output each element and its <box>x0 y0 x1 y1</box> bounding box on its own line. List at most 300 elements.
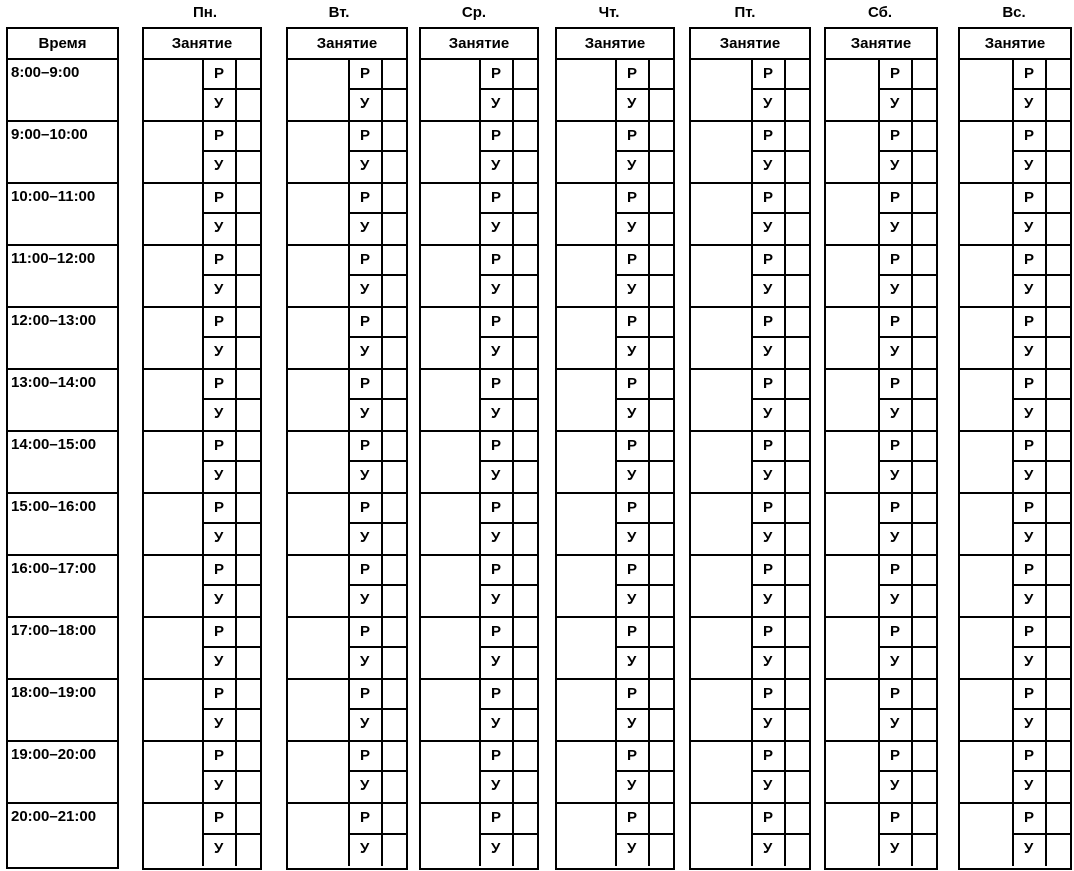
planned-checkbox[interactable] <box>650 432 673 460</box>
activity-entry-cell[interactable] <box>144 60 202 120</box>
done-checkbox[interactable] <box>1047 586 1070 616</box>
planned-checkbox[interactable] <box>786 184 809 212</box>
planned-checkbox[interactable] <box>514 618 537 646</box>
done-checkbox[interactable] <box>650 524 673 554</box>
done-checkbox[interactable] <box>1047 152 1070 182</box>
done-checkbox[interactable] <box>1047 214 1070 244</box>
planned-checkbox[interactable] <box>383 804 406 833</box>
planned-checkbox[interactable] <box>514 494 537 522</box>
schedule-slot <box>960 494 1070 556</box>
activity-entry-cell[interactable] <box>826 618 878 678</box>
activity-entry-cell[interactable] <box>144 184 202 244</box>
done-checkbox[interactable] <box>237 462 260 492</box>
planned-checkbox[interactable] <box>786 804 809 833</box>
done-checkbox[interactable] <box>383 400 406 430</box>
done-checkbox[interactable] <box>514 586 537 616</box>
activity-entry-cell[interactable] <box>691 494 751 554</box>
mark-label: Р <box>1014 680 1047 708</box>
activity-entry-cell[interactable] <box>421 370 479 430</box>
activity-entry-cell[interactable] <box>144 680 202 740</box>
done-checkbox[interactable] <box>237 586 260 616</box>
done-checkbox[interactable] <box>1047 338 1070 368</box>
done-checkbox[interactable] <box>786 772 809 802</box>
planned-checkbox[interactable] <box>650 494 673 522</box>
done-checkbox[interactable] <box>514 276 537 306</box>
done-checkbox[interactable] <box>237 152 260 182</box>
activity-entry-cell[interactable] <box>421 680 479 740</box>
done-checkbox[interactable] <box>383 90 406 120</box>
planned-checkbox[interactable] <box>913 60 936 88</box>
done-checkbox[interactable] <box>786 524 809 554</box>
activity-entry-cell[interactable] <box>288 308 348 368</box>
planned-checkbox[interactable] <box>913 308 936 336</box>
done-checkbox[interactable] <box>514 214 537 244</box>
planned-checkbox[interactable] <box>237 184 260 212</box>
activity-entry-cell[interactable] <box>144 742 202 802</box>
planned-checkbox[interactable] <box>786 680 809 708</box>
mark-label: Р <box>753 184 786 212</box>
planned-checkbox[interactable] <box>786 556 809 584</box>
activity-entry-cell[interactable] <box>691 246 751 306</box>
activity-entry-cell[interactable] <box>288 60 348 120</box>
planned-checkbox[interactable] <box>383 60 406 88</box>
planned-checkbox[interactable] <box>913 494 936 522</box>
planned-checkbox[interactable] <box>237 308 260 336</box>
mark-label: У <box>481 524 514 554</box>
done-checkbox[interactable] <box>650 648 673 678</box>
activity-entry-cell[interactable] <box>557 804 615 866</box>
planned-checkbox[interactable] <box>786 60 809 88</box>
done-checkbox[interactable] <box>237 524 260 554</box>
planned-checkbox[interactable] <box>913 556 936 584</box>
planned-checkbox[interactable] <box>786 370 809 398</box>
activity-entry-cell[interactable] <box>288 742 348 802</box>
activity-entry-cell[interactable] <box>960 60 1012 120</box>
done-checkbox[interactable] <box>913 772 936 802</box>
done-checkbox[interactable] <box>786 586 809 616</box>
activity-entry-cell[interactable] <box>288 432 348 492</box>
planned-checkbox[interactable] <box>650 680 673 708</box>
activity-entry-cell[interactable] <box>421 494 479 554</box>
done-checkbox[interactable] <box>913 90 936 120</box>
done-checkbox[interactable] <box>1047 524 1070 554</box>
done-checkbox[interactable] <box>786 400 809 430</box>
planned-checkbox[interactable] <box>237 804 260 833</box>
done-checkbox[interactable] <box>786 835 809 866</box>
planned-checkbox[interactable] <box>237 246 260 274</box>
activity-entry-cell[interactable] <box>826 122 878 182</box>
planned-mark-row <box>481 60 537 90</box>
activity-entry-cell[interactable] <box>288 246 348 306</box>
done-checkbox[interactable] <box>514 835 537 866</box>
activity-entry-cell[interactable] <box>960 184 1012 244</box>
activity-entry-cell[interactable] <box>144 122 202 182</box>
activity-entry-cell[interactable] <box>557 60 615 120</box>
activity-entry-cell[interactable] <box>960 804 1012 866</box>
activity-entry-cell[interactable] <box>960 680 1012 740</box>
activity-entry-cell[interactable] <box>421 742 479 802</box>
done-checkbox[interactable] <box>650 772 673 802</box>
planned-checkbox[interactable] <box>514 308 537 336</box>
done-checkbox[interactable] <box>383 338 406 368</box>
planned-checkbox[interactable] <box>237 494 260 522</box>
done-checkbox[interactable] <box>383 772 406 802</box>
done-checkbox[interactable] <box>514 524 537 554</box>
done-checkbox[interactable] <box>786 710 809 740</box>
activity-entry-cell[interactable] <box>826 680 878 740</box>
done-checkbox[interactable] <box>650 214 673 244</box>
planned-checkbox[interactable] <box>1047 556 1070 584</box>
planned-checkbox[interactable] <box>237 742 260 770</box>
status-marks <box>202 122 260 182</box>
planned-checkbox[interactable] <box>913 246 936 274</box>
planned-checkbox[interactable] <box>650 184 673 212</box>
done-checkbox[interactable] <box>237 835 260 866</box>
planned-checkbox[interactable] <box>913 370 936 398</box>
activity-entry-cell[interactable] <box>826 60 878 120</box>
planned-mark-row <box>617 742 673 772</box>
done-checkbox[interactable] <box>913 586 936 616</box>
done-checkbox[interactable] <box>383 214 406 244</box>
done-checkbox[interactable] <box>1047 90 1070 120</box>
planned-checkbox[interactable] <box>514 432 537 460</box>
planned-checkbox[interactable] <box>1047 680 1070 708</box>
planned-checkbox[interactable] <box>650 370 673 398</box>
activity-entry-cell[interactable] <box>557 246 615 306</box>
planned-checkbox[interactable] <box>237 122 260 150</box>
planned-checkbox[interactable] <box>1047 742 1070 770</box>
planned-checkbox[interactable] <box>1047 308 1070 336</box>
done-mark-row <box>880 710 936 740</box>
activity-entry-cell[interactable] <box>960 246 1012 306</box>
planned-checkbox[interactable] <box>786 494 809 522</box>
planned-checkbox[interactable] <box>383 246 406 274</box>
activity-entry-cell[interactable] <box>691 432 751 492</box>
activity-entry-cell[interactable] <box>421 246 479 306</box>
planned-checkbox[interactable] <box>383 742 406 770</box>
planned-checkbox[interactable] <box>383 494 406 522</box>
done-checkbox[interactable] <box>237 214 260 244</box>
planned-checkbox[interactable] <box>514 122 537 150</box>
activity-entry-cell[interactable] <box>691 618 751 678</box>
planned-checkbox[interactable] <box>786 432 809 460</box>
planned-checkbox[interactable] <box>650 556 673 584</box>
activity-entry-cell[interactable] <box>960 122 1012 182</box>
activity-entry-cell[interactable] <box>421 804 479 866</box>
activity-entry-cell[interactable] <box>144 618 202 678</box>
planned-checkbox[interactable] <box>913 742 936 770</box>
activity-entry-cell[interactable] <box>144 370 202 430</box>
activity-entry-cell[interactable] <box>960 618 1012 678</box>
schedule-slot <box>826 680 936 742</box>
planned-checkbox[interactable] <box>650 742 673 770</box>
planned-checkbox[interactable] <box>913 122 936 150</box>
activity-entry-cell[interactable] <box>826 370 878 430</box>
done-checkbox[interactable] <box>383 152 406 182</box>
time-slot-label: 19:00–20:00 <box>8 742 117 804</box>
done-checkbox[interactable] <box>913 400 936 430</box>
schedule-slot <box>288 432 406 494</box>
activity-entry-cell[interactable] <box>421 432 479 492</box>
planned-checkbox[interactable] <box>514 184 537 212</box>
activity-entry-cell[interactable] <box>691 184 751 244</box>
mark-label: У <box>753 710 786 740</box>
done-checkbox[interactable] <box>514 90 537 120</box>
activity-entry-cell[interactable] <box>421 122 479 182</box>
done-checkbox[interactable] <box>786 338 809 368</box>
planned-checkbox[interactable] <box>786 246 809 274</box>
done-checkbox[interactable] <box>514 772 537 802</box>
activity-entry-cell[interactable] <box>960 432 1012 492</box>
activity-entry-cell[interactable] <box>144 494 202 554</box>
activity-entry-cell[interactable] <box>421 184 479 244</box>
planned-checkbox[interactable] <box>1047 122 1070 150</box>
done-checkbox[interactable] <box>913 338 936 368</box>
done-checkbox[interactable] <box>383 462 406 492</box>
activity-entry-cell[interactable] <box>691 804 751 866</box>
activity-entry-cell[interactable] <box>691 370 751 430</box>
activity-entry-cell[interactable] <box>421 618 479 678</box>
done-checkbox[interactable] <box>650 462 673 492</box>
activity-entry-cell[interactable] <box>288 618 348 678</box>
activity-entry-cell[interactable] <box>557 370 615 430</box>
done-checkbox[interactable] <box>514 648 537 678</box>
activity-entry-cell[interactable] <box>557 556 615 616</box>
activity-entry-cell[interactable] <box>144 804 202 866</box>
planned-checkbox[interactable] <box>237 680 260 708</box>
planned-checkbox[interactable] <box>514 246 537 274</box>
planned-checkbox[interactable] <box>383 432 406 460</box>
planned-checkbox[interactable] <box>383 370 406 398</box>
done-checkbox[interactable] <box>237 400 260 430</box>
planned-checkbox[interactable] <box>514 60 537 88</box>
mark-label: Р <box>1014 370 1047 398</box>
planned-checkbox[interactable] <box>1047 246 1070 274</box>
activity-entry-cell[interactable] <box>826 742 878 802</box>
planned-checkbox[interactable] <box>514 556 537 584</box>
done-checkbox[interactable] <box>650 586 673 616</box>
done-checkbox[interactable] <box>650 400 673 430</box>
planned-checkbox[interactable] <box>913 618 936 646</box>
done-checkbox[interactable] <box>383 835 406 866</box>
activity-entry-cell[interactable] <box>557 742 615 802</box>
activity-entry-cell[interactable] <box>691 742 751 802</box>
planned-checkbox[interactable] <box>786 618 809 646</box>
activity-entry-cell[interactable] <box>144 432 202 492</box>
done-checkbox[interactable] <box>650 90 673 120</box>
done-checkbox[interactable] <box>913 462 936 492</box>
done-checkbox[interactable] <box>514 152 537 182</box>
planned-checkbox[interactable] <box>913 804 936 833</box>
mark-label: У <box>481 152 514 182</box>
activity-entry-cell[interactable] <box>288 370 348 430</box>
activity-entry-cell[interactable] <box>826 308 878 368</box>
planned-checkbox[interactable] <box>1047 60 1070 88</box>
planned-checkbox[interactable] <box>1047 432 1070 460</box>
planned-mark-row <box>481 680 537 710</box>
planned-checkbox[interactable] <box>913 680 936 708</box>
planned-checkbox[interactable] <box>383 680 406 708</box>
done-checkbox[interactable] <box>383 524 406 554</box>
planned-checkbox[interactable] <box>514 680 537 708</box>
activity-entry-cell[interactable] <box>288 804 348 866</box>
done-checkbox[interactable] <box>237 772 260 802</box>
activity-entry-cell[interactable] <box>691 308 751 368</box>
done-checkbox[interactable] <box>237 276 260 306</box>
status-marks <box>1012 370 1070 430</box>
done-checkbox[interactable] <box>1047 835 1070 866</box>
done-checkbox[interactable] <box>786 462 809 492</box>
activity-entry-cell[interactable] <box>960 556 1012 616</box>
planned-checkbox[interactable] <box>1047 618 1070 646</box>
planned-checkbox[interactable] <box>786 308 809 336</box>
done-checkbox[interactable] <box>786 152 809 182</box>
done-checkbox[interactable] <box>237 648 260 678</box>
activity-entry-cell[interactable] <box>826 804 878 866</box>
done-checkbox[interactable] <box>514 338 537 368</box>
activity-entry-cell[interactable] <box>960 308 1012 368</box>
planned-checkbox[interactable] <box>1047 184 1070 212</box>
activity-entry-cell[interactable] <box>691 556 751 616</box>
done-checkbox[interactable] <box>383 276 406 306</box>
activity-entry-cell[interactable] <box>826 432 878 492</box>
done-checkbox[interactable] <box>514 400 537 430</box>
planned-checkbox[interactable] <box>383 618 406 646</box>
done-checkbox[interactable] <box>383 710 406 740</box>
activity-entry-cell[interactable] <box>557 494 615 554</box>
planned-checkbox[interactable] <box>383 556 406 584</box>
activity-entry-cell[interactable] <box>144 556 202 616</box>
done-mark-row <box>350 400 406 430</box>
activity-entry-cell[interactable] <box>960 742 1012 802</box>
planned-mark-row <box>753 370 809 400</box>
done-checkbox[interactable] <box>237 338 260 368</box>
day-column <box>419 27 539 870</box>
planned-checkbox[interactable] <box>650 122 673 150</box>
activity-entry-cell[interactable] <box>288 680 348 740</box>
status-marks <box>202 494 260 554</box>
planned-checkbox[interactable] <box>383 122 406 150</box>
activity-entry-cell[interactable] <box>826 246 878 306</box>
planned-checkbox[interactable] <box>237 432 260 460</box>
activity-entry-cell[interactable] <box>691 60 751 120</box>
planned-checkbox[interactable] <box>650 618 673 646</box>
planned-checkbox[interactable] <box>1047 370 1070 398</box>
done-checkbox[interactable] <box>913 710 936 740</box>
activity-entry-cell[interactable] <box>557 432 615 492</box>
activity-entry-cell[interactable] <box>557 308 615 368</box>
activity-entry-cell[interactable] <box>288 494 348 554</box>
done-checkbox[interactable] <box>383 586 406 616</box>
done-checkbox[interactable] <box>1047 276 1070 306</box>
done-checkbox[interactable] <box>1047 710 1070 740</box>
done-checkbox[interactable] <box>514 710 537 740</box>
planned-checkbox[interactable] <box>514 742 537 770</box>
done-checkbox[interactable] <box>650 276 673 306</box>
planned-checkbox[interactable] <box>913 184 936 212</box>
done-checkbox[interactable] <box>786 214 809 244</box>
done-checkbox[interactable] <box>1047 648 1070 678</box>
done-checkbox[interactable] <box>1047 462 1070 492</box>
planned-checkbox[interactable] <box>383 308 406 336</box>
done-checkbox[interactable] <box>913 648 936 678</box>
done-checkbox[interactable] <box>514 462 537 492</box>
planned-checkbox[interactable] <box>237 370 260 398</box>
activity-entry-cell[interactable] <box>421 60 479 120</box>
planned-checkbox[interactable] <box>1047 804 1070 833</box>
activity-entry-cell[interactable] <box>691 680 751 740</box>
done-checkbox[interactable] <box>1047 772 1070 802</box>
planned-checkbox[interactable] <box>913 432 936 460</box>
planned-checkbox[interactable] <box>650 60 673 88</box>
done-checkbox[interactable] <box>913 276 936 306</box>
activity-entry-cell[interactable] <box>144 308 202 368</box>
planned-checkbox[interactable] <box>383 184 406 212</box>
done-checkbox[interactable] <box>913 152 936 182</box>
activity-entry-cell[interactable] <box>691 122 751 182</box>
day-title: Чт. <box>598 4 620 21</box>
planned-checkbox[interactable] <box>1047 494 1070 522</box>
status-marks <box>615 556 673 616</box>
activity-entry-cell[interactable] <box>288 184 348 244</box>
activity-entry-cell[interactable] <box>557 184 615 244</box>
done-checkbox[interactable] <box>1047 400 1070 430</box>
done-checkbox[interactable] <box>913 214 936 244</box>
done-checkbox[interactable] <box>383 648 406 678</box>
planned-checkbox[interactable] <box>237 618 260 646</box>
planned-checkbox[interactable] <box>650 804 673 833</box>
done-checkbox[interactable] <box>786 276 809 306</box>
planned-checkbox[interactable] <box>237 60 260 88</box>
done-checkbox[interactable] <box>786 648 809 678</box>
activity-entry-cell[interactable] <box>960 494 1012 554</box>
planned-mark-row <box>880 742 936 772</box>
done-checkbox[interactable] <box>913 835 936 866</box>
activity-entry-cell[interactable] <box>421 556 479 616</box>
done-checkbox[interactable] <box>237 90 260 120</box>
done-checkbox[interactable] <box>786 90 809 120</box>
activity-entry-cell[interactable] <box>826 184 878 244</box>
activity-entry-cell[interactable] <box>557 680 615 740</box>
done-checkbox[interactable] <box>237 710 260 740</box>
planned-checkbox[interactable] <box>514 804 537 833</box>
activity-entry-cell[interactable] <box>960 370 1012 430</box>
planned-checkbox[interactable] <box>237 556 260 584</box>
activity-entry-cell[interactable] <box>144 246 202 306</box>
done-checkbox[interactable] <box>650 152 673 182</box>
mark-label: У <box>617 276 650 306</box>
activity-entry-cell[interactable] <box>826 494 878 554</box>
done-checkbox[interactable] <box>650 835 673 866</box>
activity-entry-cell[interactable] <box>288 122 348 182</box>
activity-entry-cell[interactable] <box>288 556 348 616</box>
activity-entry-cell[interactable] <box>421 308 479 368</box>
done-checkbox[interactable] <box>913 524 936 554</box>
planned-checkbox[interactable] <box>786 122 809 150</box>
activity-entry-cell[interactable] <box>557 122 615 182</box>
planned-checkbox[interactable] <box>786 742 809 770</box>
planned-checkbox[interactable] <box>650 308 673 336</box>
done-checkbox[interactable] <box>650 710 673 740</box>
activity-entry-cell[interactable] <box>826 556 878 616</box>
schedule-slot <box>557 556 673 618</box>
activity-entry-cell[interactable] <box>557 618 615 678</box>
mark-label: У <box>350 338 383 368</box>
schedule-slot <box>288 184 406 246</box>
planned-checkbox[interactable] <box>514 370 537 398</box>
done-checkbox[interactable] <box>650 338 673 368</box>
planned-checkbox[interactable] <box>650 246 673 274</box>
